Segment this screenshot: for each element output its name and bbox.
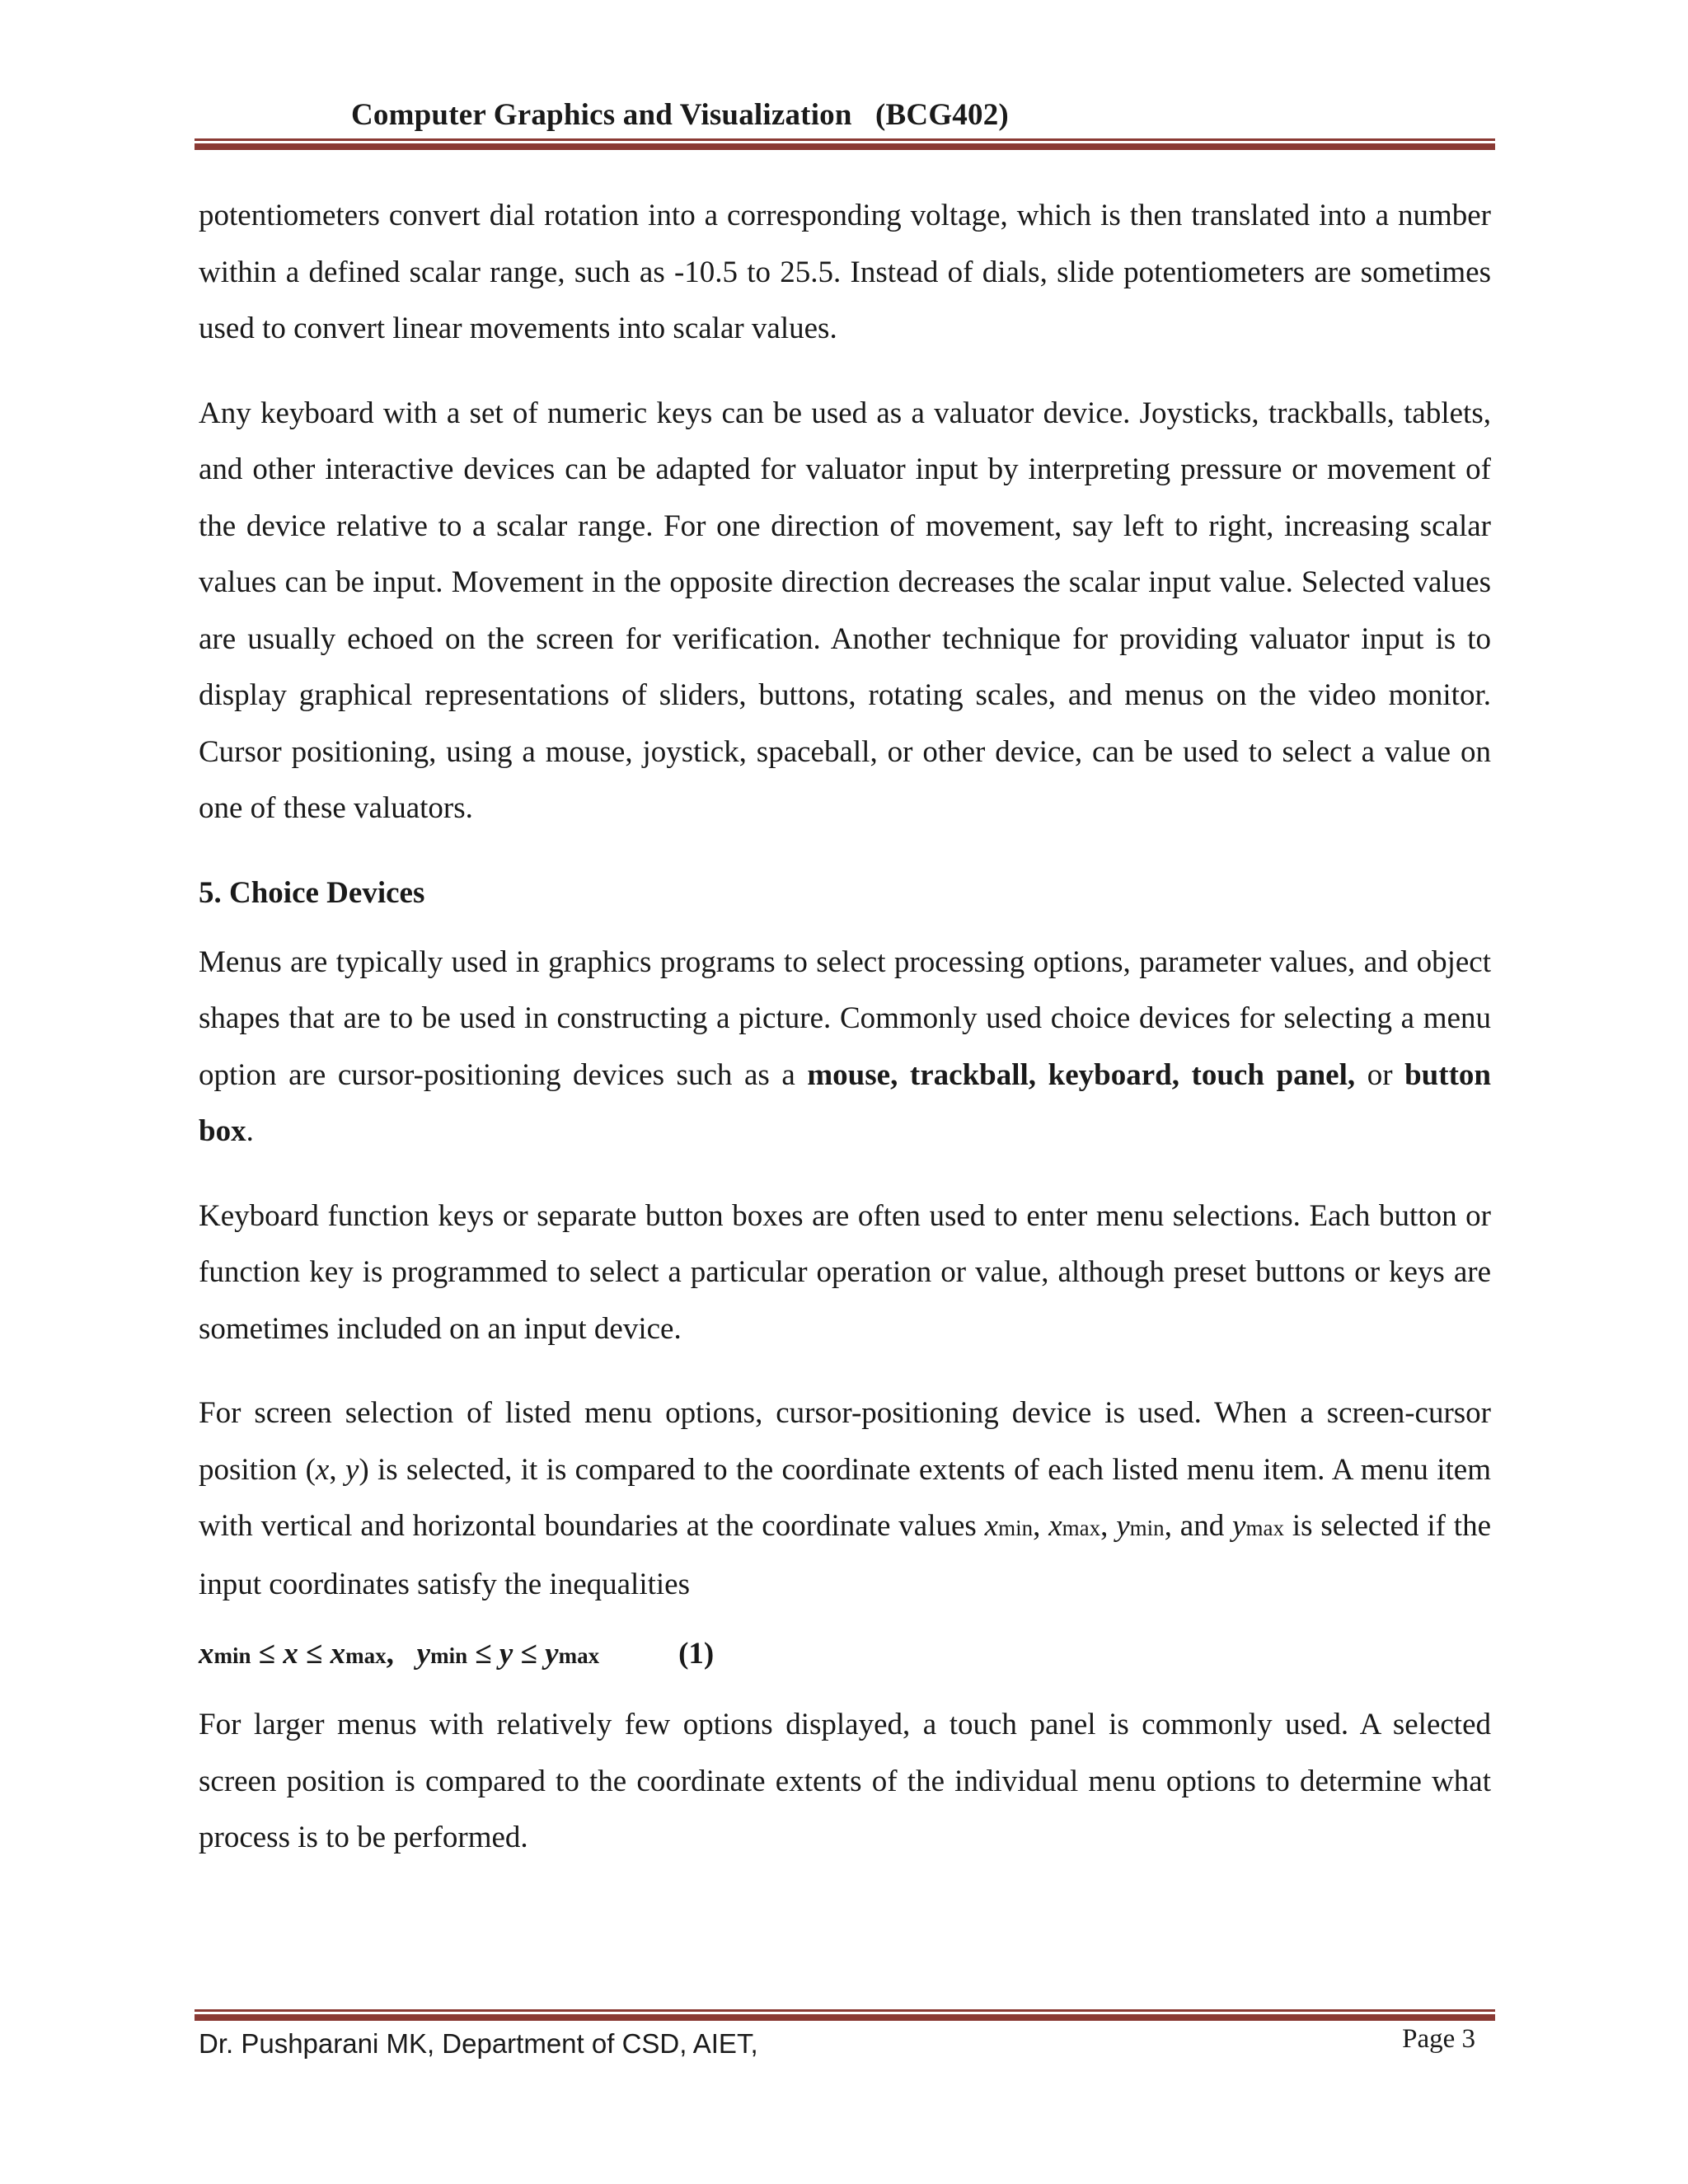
page-content [199, 188, 1491, 1867]
paragraph-touch-panel: For larger menus with relatively few options displayed, a touch panel is commonly used. A selected screen position is compared to the coordinate extents of the individual menu options to determine what process is to be performed. [199, 1708, 1491, 1854]
running-header-title: Computer Graphics and Visualization (BCG402) [351, 98, 1009, 132]
footer-author: Dr. Pushparani MK, Department of CSD, AIET, [199, 2028, 758, 2059]
footer-rule [195, 2009, 1495, 2021]
paragraph-valuator-devices: Any keyboard with a set of numeric keys can be used as a valuator device. Joysticks, trackballs, tablets, and other interactive devices can be adapted for valuator input by interpreting pressure or movement of the device relative to a scalar range. For one direction of movement, say left to right, increasing scalar values can be input. Movement in the opposite direction decreases the scalar input value. Selected values are usually echoed on the screen for verification. Another technique for providing valuator input is to display graphical representations of sliders, buttons, rotating scales, and menus on the video monitor. Cursor positioning, using a mouse, joystick, spaceball, or other device, can be used to select a value on one of these valuators. [199, 396, 1491, 825]
equation-inequalities: xmin ≤ x ≤ xmax, ymin ≤ y ≤ ymax (1) [199, 1626, 1491, 1684]
paragraph-menus: Menus are typically used in graphics programs to select processing options, parameter values, and object shapes that are to be used in constructing a picture. Commonly used choice devices for selecting a menu option are cursor-positioning devices such as a mouse, trackball, keyboard, touch panel, or button box. [199, 944, 1491, 1148]
footer-page-number: Page 3 [1402, 2024, 1475, 2054]
paragraph-function-keys: Keyboard function keys or separate button boxes are often used to enter menu selections. Each button or function key is programmed to select a particular operation or value, although preset buttons or keys are sometimes included on an input device. [199, 1198, 1491, 1346]
paragraph-screen-selection: For screen selection of listed menu options, cursor-positioning device is used. When a screen-cursor position (x, y) is selected, it is compared to the coordinate extents of each listed menu item. A menu item with vertical and horizontal boundaries at the coordinate values xmin, xmax, ymin, and ymax is selected if the input coordinates satisfy the inequalities [199, 1396, 1492, 1601]
equation-number: (1) [678, 1637, 715, 1671]
section-heading-choice-devices: 5. Choice Devices [199, 875, 425, 910]
paragraph-potentiometers: potentiometers convert dial rotation into a corresponding voltage, which is then translated into a number within a defined scalar range, such as -10.5 to 25.5. Instead of dials, slide potentiometers are sometimes used to convert linear movements into scalar values. [199, 199, 1491, 345]
header-rule [195, 138, 1495, 150]
